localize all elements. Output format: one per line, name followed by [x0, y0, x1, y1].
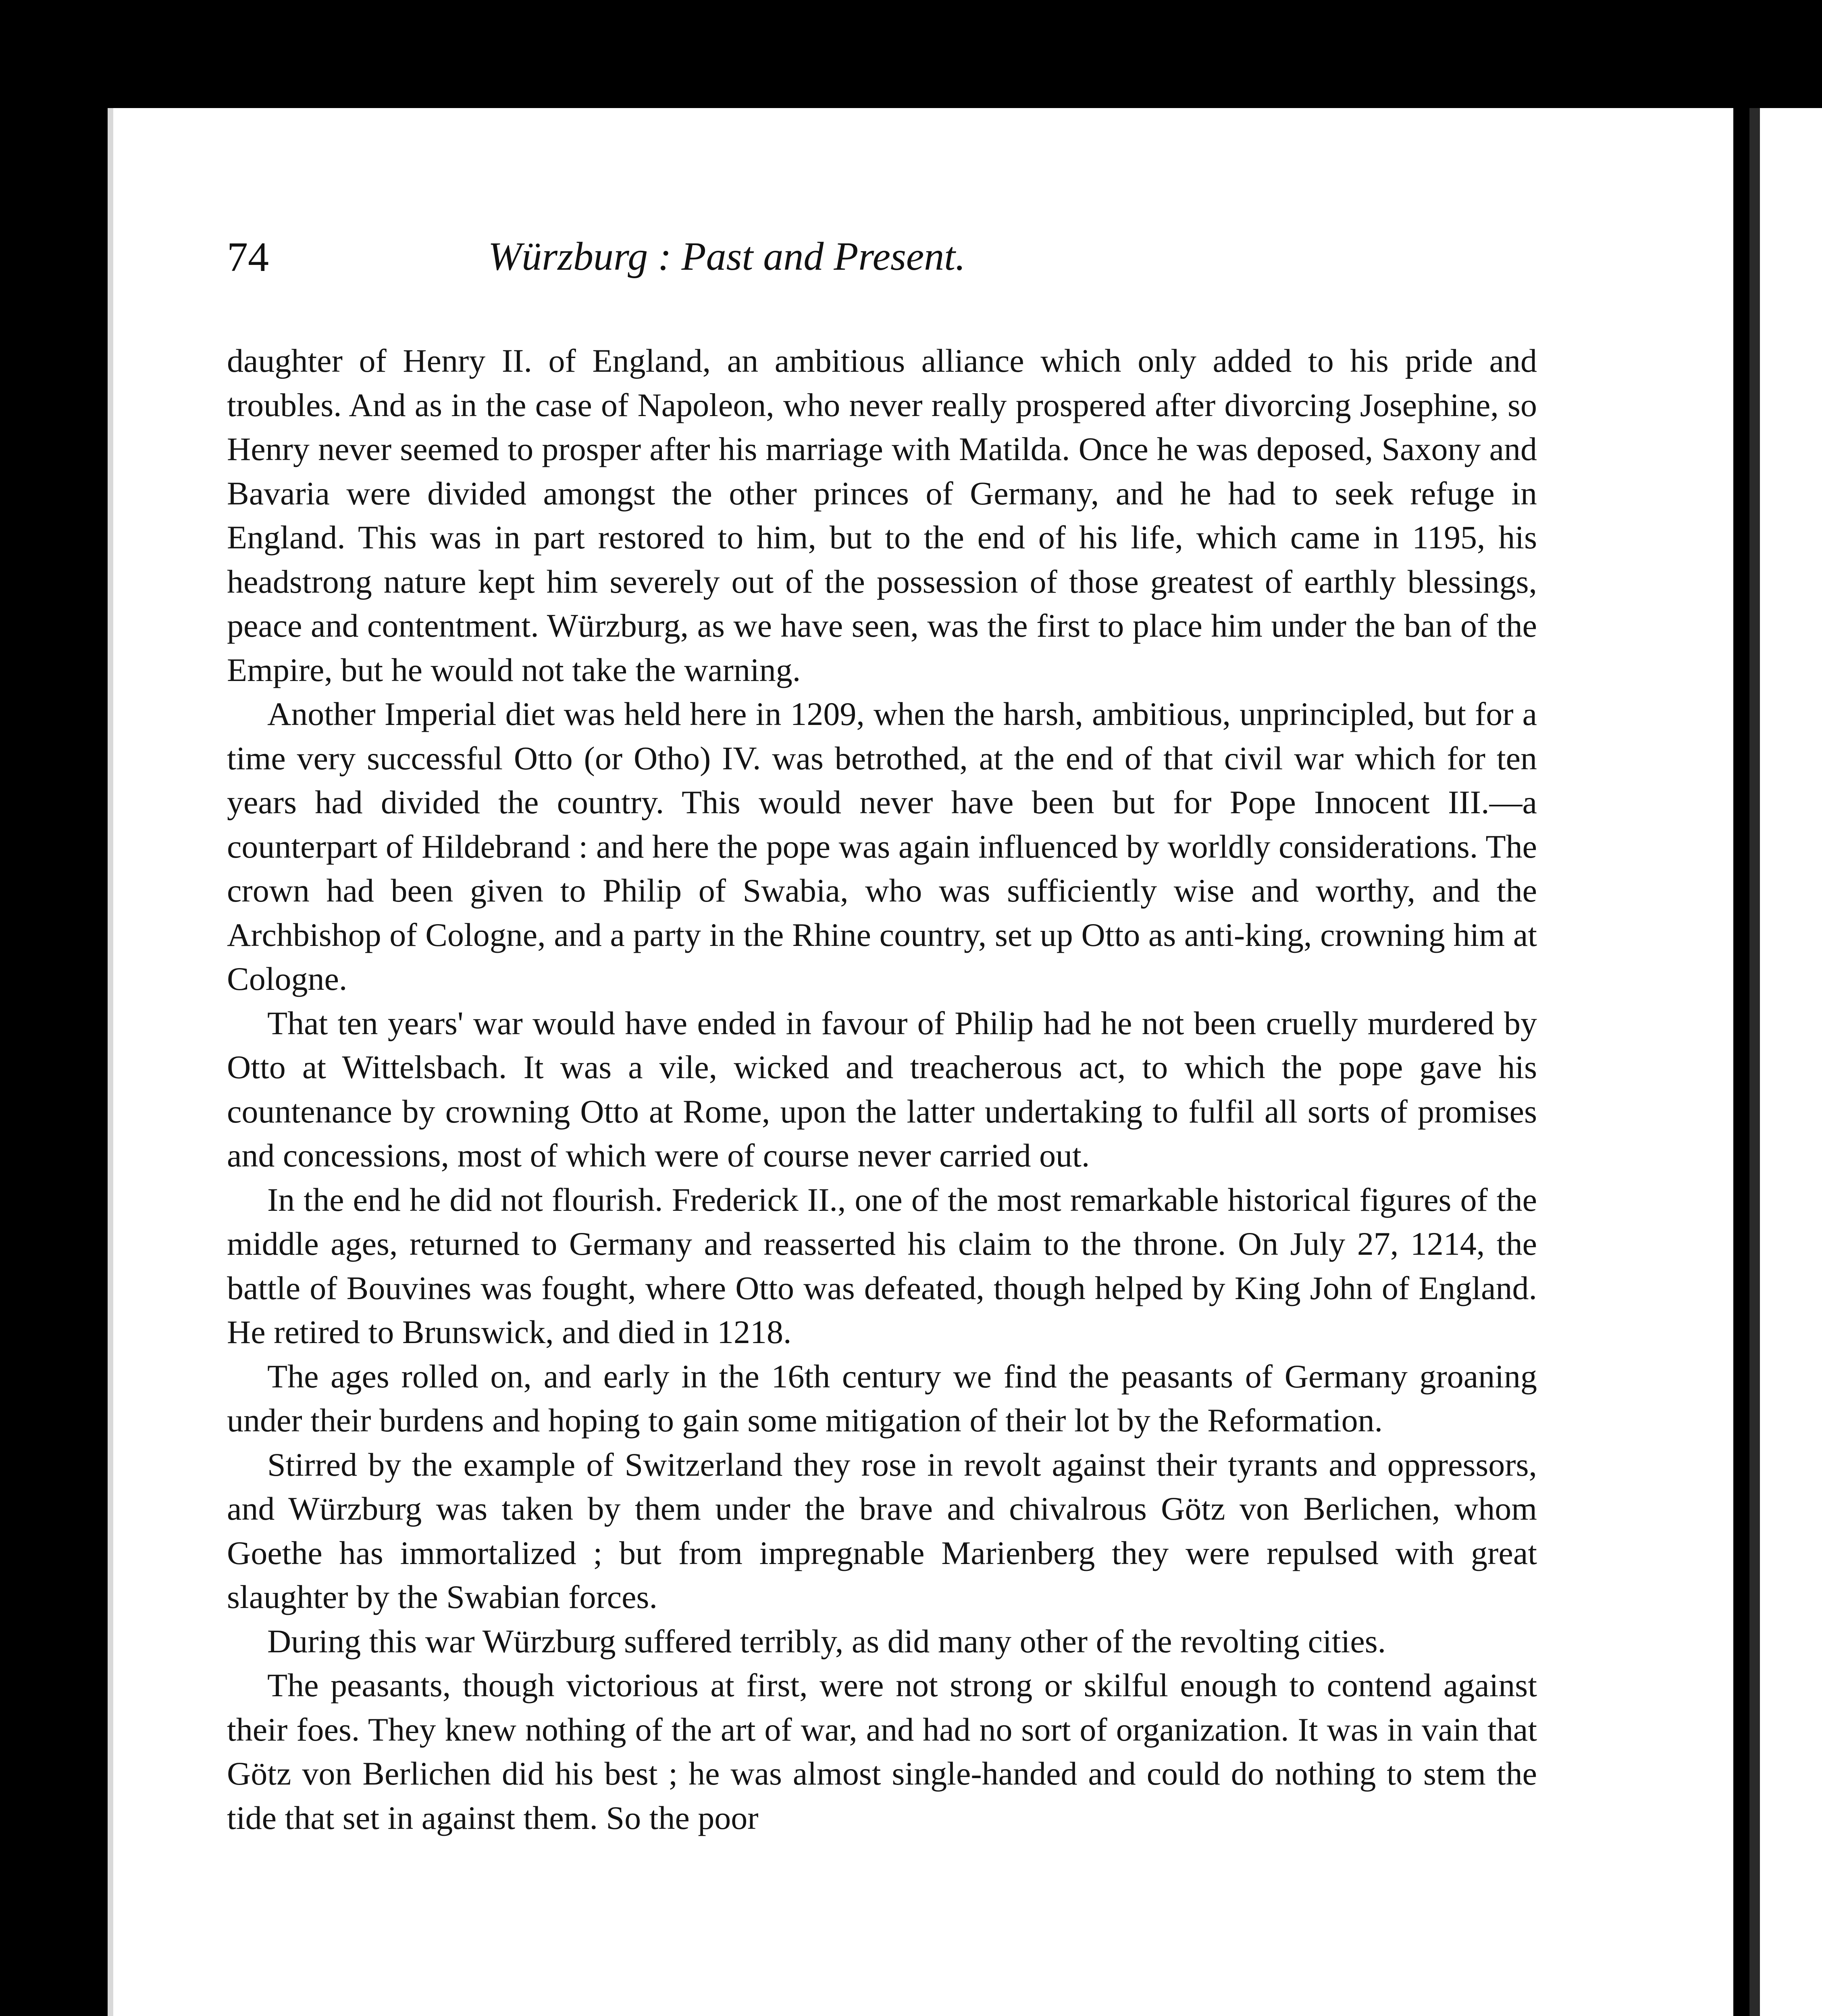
page-header: [227, 233, 1227, 306]
paragraph-8: The peasants, though victorious at first, were not strong or skilful enough to contend against their foes. They knew nothing of the art of war, and had no sort of organization. It was in vain that Götz von Berlichen did his best ; he was almost single-handed and could do nothing to stem the tide that set in against them. So the poor: [227, 1667, 1537, 1836]
paragraph-3: That ten years' war would have ended in favour of Philip had he not been cruelly murdered by Otto at Wittelsbach. It was a vile, wicked and treacherous act, to which the pope gave his countenance by crowning Otto at Rome, upon the latter undertaking to fulfil all sorts of promises and concessions, most of which were of course never carried out.: [227, 1004, 1537, 1174]
paragraph-7: During this war Würzburg suffered terribly, as did many other of the revolting cities.: [267, 1622, 1386, 1660]
paragraph-1: daughter of Henry II. of England, an ambitious alliance which only added to his pride and troubles. And as in the case of Napoleon, who never really prospered after divorcing Josephine, so Henry never seemed to prosper after his marriage with Matilda. Once he was deposed, Saxony and Bavaria were divided amongst the other princes of Germany, and he had to seek refuge in England. This was in part restored to him, but to the end of his life, which came in 1195, his headstrong nature kept him severely out of the possession of those greatest of earthly blessings, peace and contentment. Würzburg, as we have seen, was the first to place him under the ban of the Empire, but he would not take the warning.: [227, 342, 1537, 688]
running-title: Würzburg : Past and Present.: [488, 234, 966, 279]
paragraph-5: The ages rolled on, and early in the 16th century we find the peasants of Germany groaning under their burdens and hoping to gain some mitigation of their lot by the Reformation.: [227, 1358, 1537, 1439]
paragraph-2: Another Imperial diet was held here in 1209, when the harsh, ambitious, unprincipled, but for a time very successful Otto (or Otho) IV. was betrothed, at the end of that civil war which for ten years had divided the country. This would never have been but for Pope Innocent III.—a counterpart of Hildebrand : and here the pope was again influenced by worldly considerations. The crown had been given to Philip of Swabia, who was sufficiently wise and worthy, and the Archbishop of Cologne, and a party in the Rhine country, set up Otto as anti-king, crowning him at Cologne.: [227, 696, 1537, 997]
paragraph-6: Stirred by the example of Switzerland they rose in revolt against their tyrants and oppressors, and Würzburg was taken by them under the brave and chivalrous Götz von Berlichen, whom Goethe has immortalized ; but from impregnable Marienberg they were repulsed with great slaughter by the Swabian forces.: [227, 1446, 1537, 1615]
page-number: 74: [227, 234, 269, 280]
paragraph-4: In the end he did not flourish. Frederick II., one of the most remarkable historical figures of the middle ages, returned to Germany and reasserted his claim to the throne. On July 27, 1214, the battle of Bouvines was fought, where Otto was defeated, though helped by King John of England. He retired to Brunswick, and died in 1218.: [227, 1181, 1537, 1350]
body-text: [227, 339, 1537, 1840]
adjacent-page-edge: [1749, 108, 1822, 2016]
